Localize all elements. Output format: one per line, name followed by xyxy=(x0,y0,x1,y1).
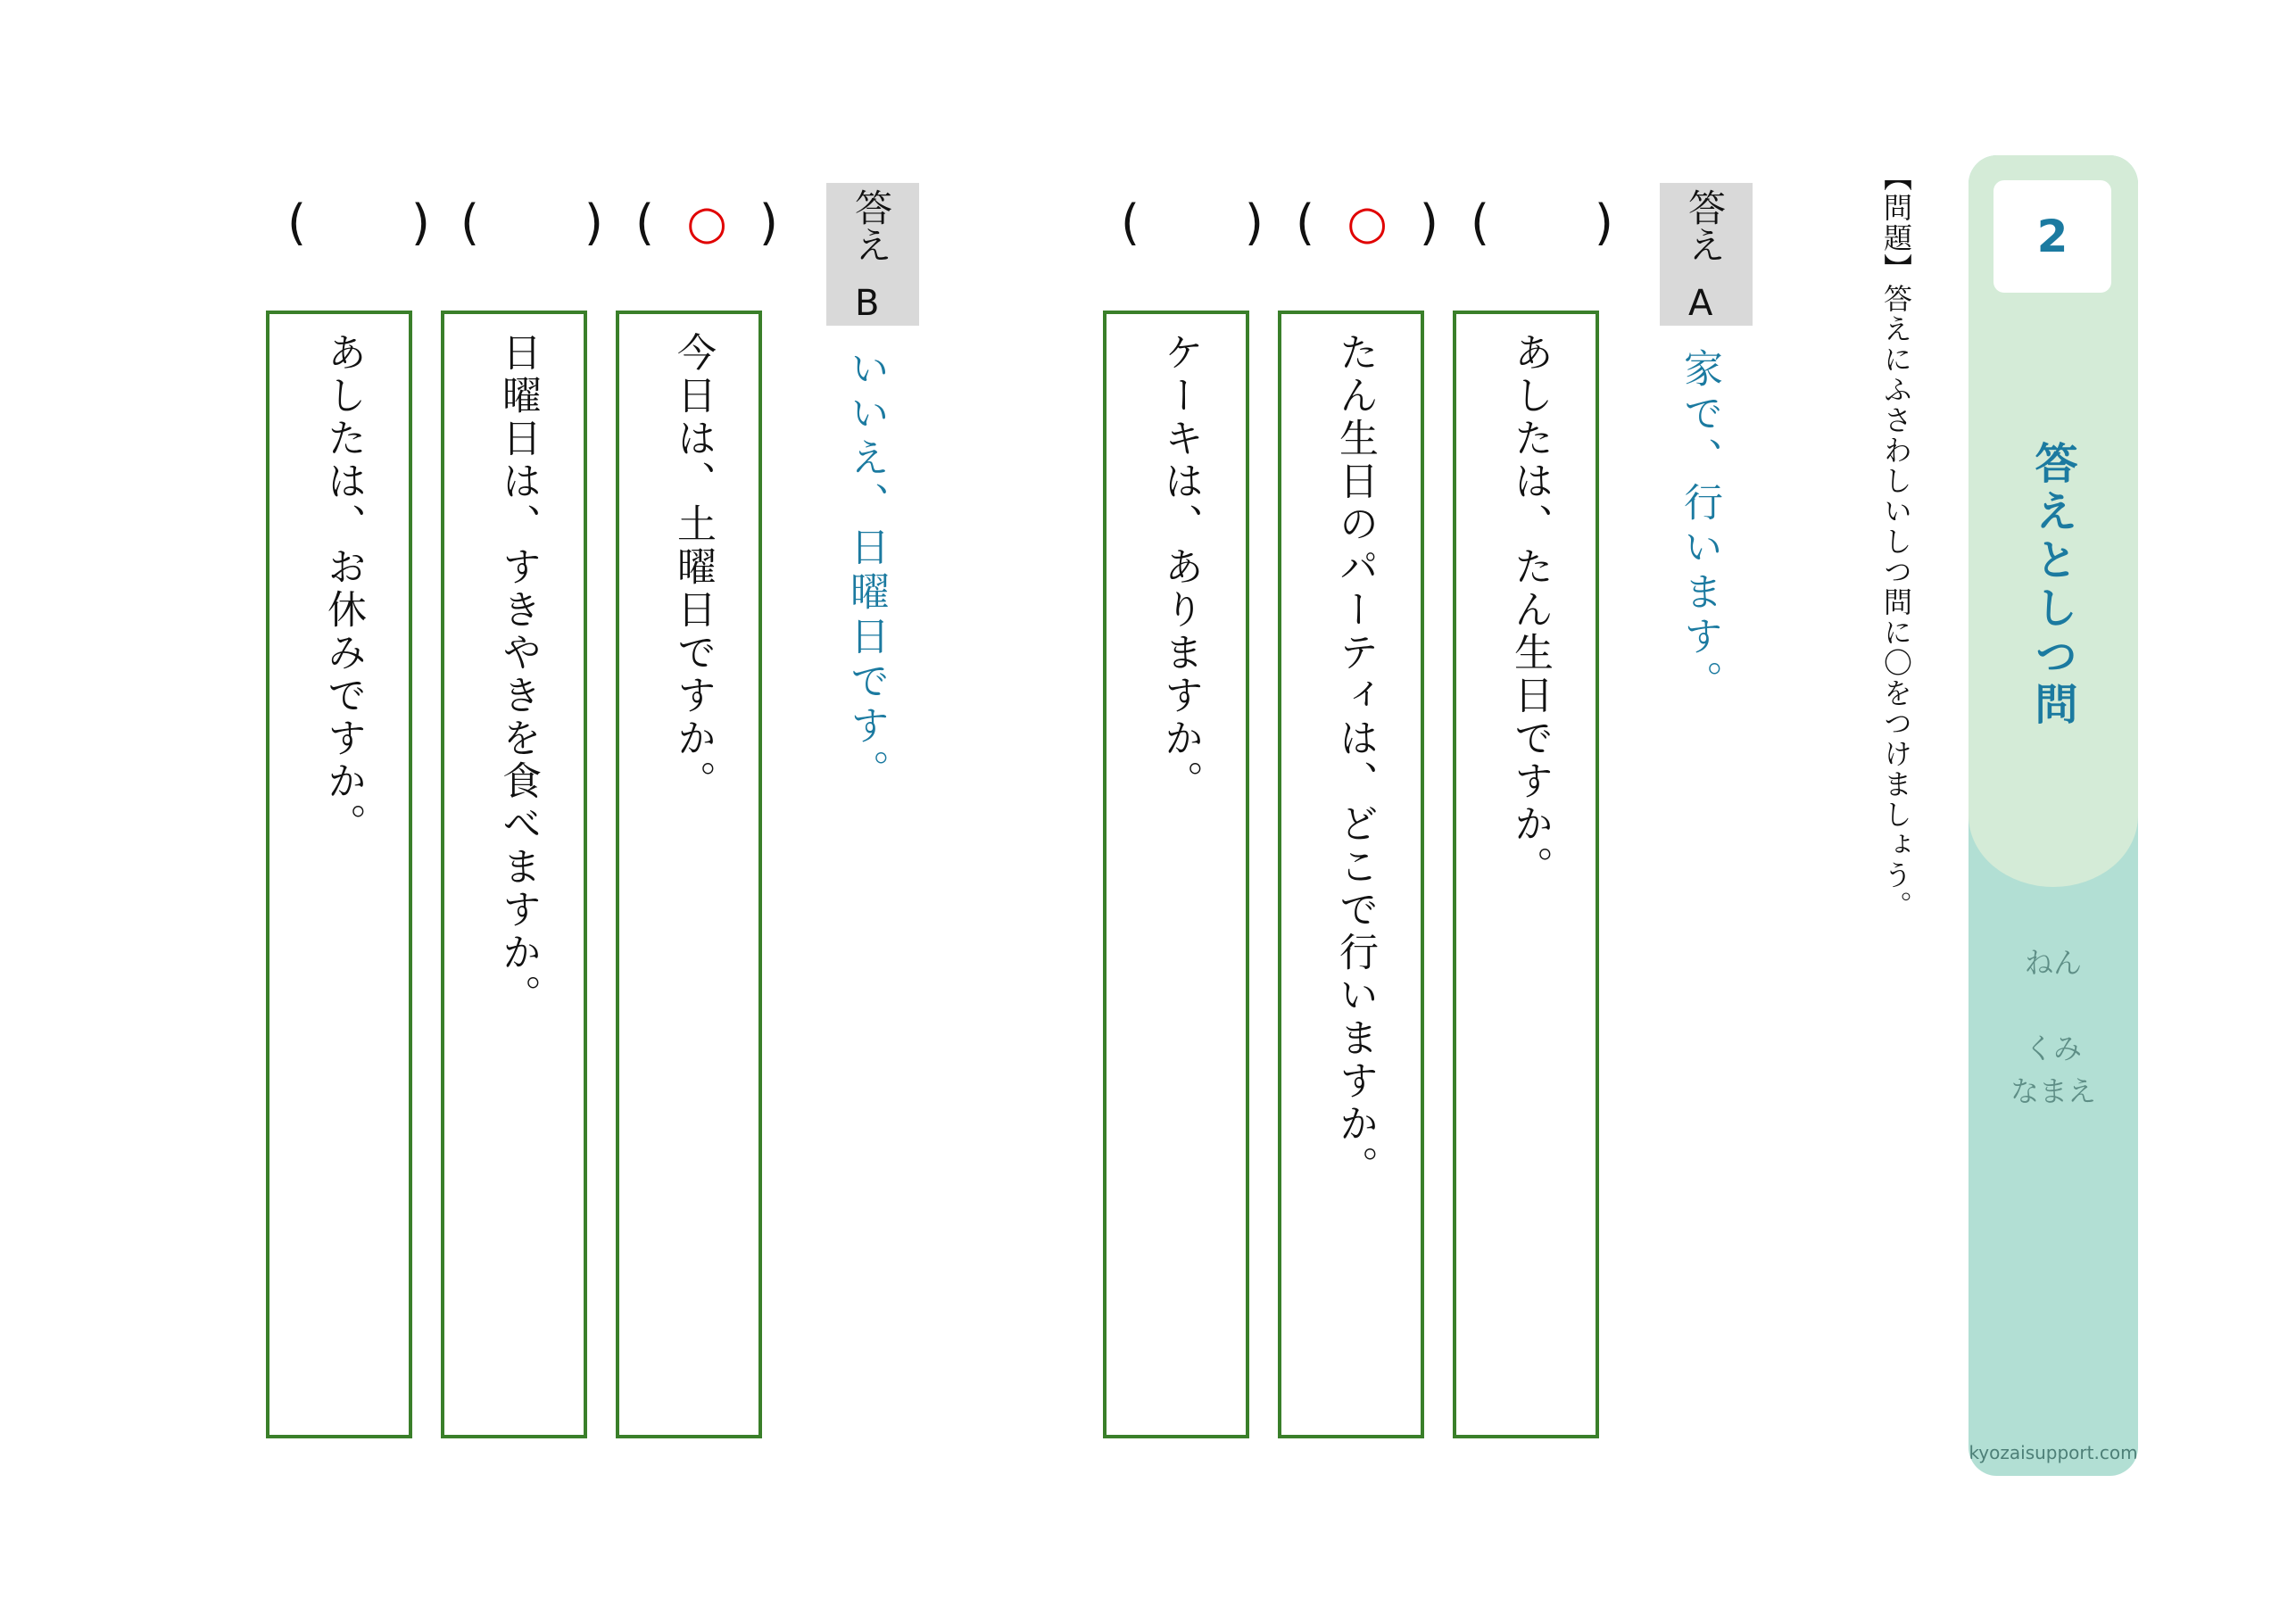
choice-b1-mark: ○ xyxy=(686,195,727,250)
choice-b1-paren[interactable]: ( ○ ) xyxy=(635,195,778,251)
sidebar xyxy=(1969,155,2138,1476)
choice-a3-paren[interactable]: ( ) xyxy=(1121,195,1264,251)
site-credit: kyozaisupport.com xyxy=(1969,1442,2138,1463)
choice-b2-text: 日曜日は、すきやきを食べますか。 xyxy=(495,332,541,1017)
worksheet-title: 答えとしつ問 xyxy=(2027,441,2077,730)
answer-a-label: 答え xyxy=(1683,188,1727,263)
choice-b2-box xyxy=(441,311,587,1438)
choice-a2-paren[interactable]: ( ○ ) xyxy=(1296,195,1438,251)
choice-b1-box xyxy=(616,311,762,1438)
answer-b-letter: B xyxy=(855,283,880,324)
name-label: なまえ xyxy=(2010,1074,2096,1108)
answer-b-text: いいえ、日曜日です。 xyxy=(843,348,889,794)
class-label: くみ xyxy=(2024,1032,2082,1065)
choice-b1-text: 今日は、土曜日ですか。 xyxy=(670,332,716,803)
choice-a1-box xyxy=(1453,311,1599,1438)
answer-a-letter: A xyxy=(1688,283,1713,324)
choice-a2-mark: ○ xyxy=(1347,195,1388,250)
choice-b3-paren[interactable]: ( ) xyxy=(287,195,430,251)
choice-b3-text: あしたは、お休みですか。 xyxy=(320,332,366,846)
choice-a2-box xyxy=(1278,311,1424,1438)
worksheet-number: 2 xyxy=(1993,180,2111,293)
choice-a3-text: ケーキは、ありますか。 xyxy=(1157,332,1203,803)
grade-label: ねん xyxy=(2024,946,2082,980)
answer-a-header xyxy=(1660,183,1753,326)
choice-b2-paren[interactable]: ( ) xyxy=(460,195,603,251)
answer-b-header xyxy=(826,183,919,326)
answer-a-text: 家で、行います。 xyxy=(1677,348,1722,705)
choice-a1-paren[interactable]: ( ) xyxy=(1471,195,1613,251)
instruction-text: 【問題】答えにふさわしいしつ問に〇をつけましょう。 xyxy=(1879,162,1913,921)
choice-a2-text: たん生日のパーティは、どこで行いますか。 xyxy=(1332,332,1378,1189)
choice-a3-box xyxy=(1103,311,1249,1438)
choice-a1-text: あしたは、たん生日ですか。 xyxy=(1507,332,1553,889)
answer-b-label: 答え xyxy=(850,188,893,263)
choice-b3-box xyxy=(266,311,412,1438)
